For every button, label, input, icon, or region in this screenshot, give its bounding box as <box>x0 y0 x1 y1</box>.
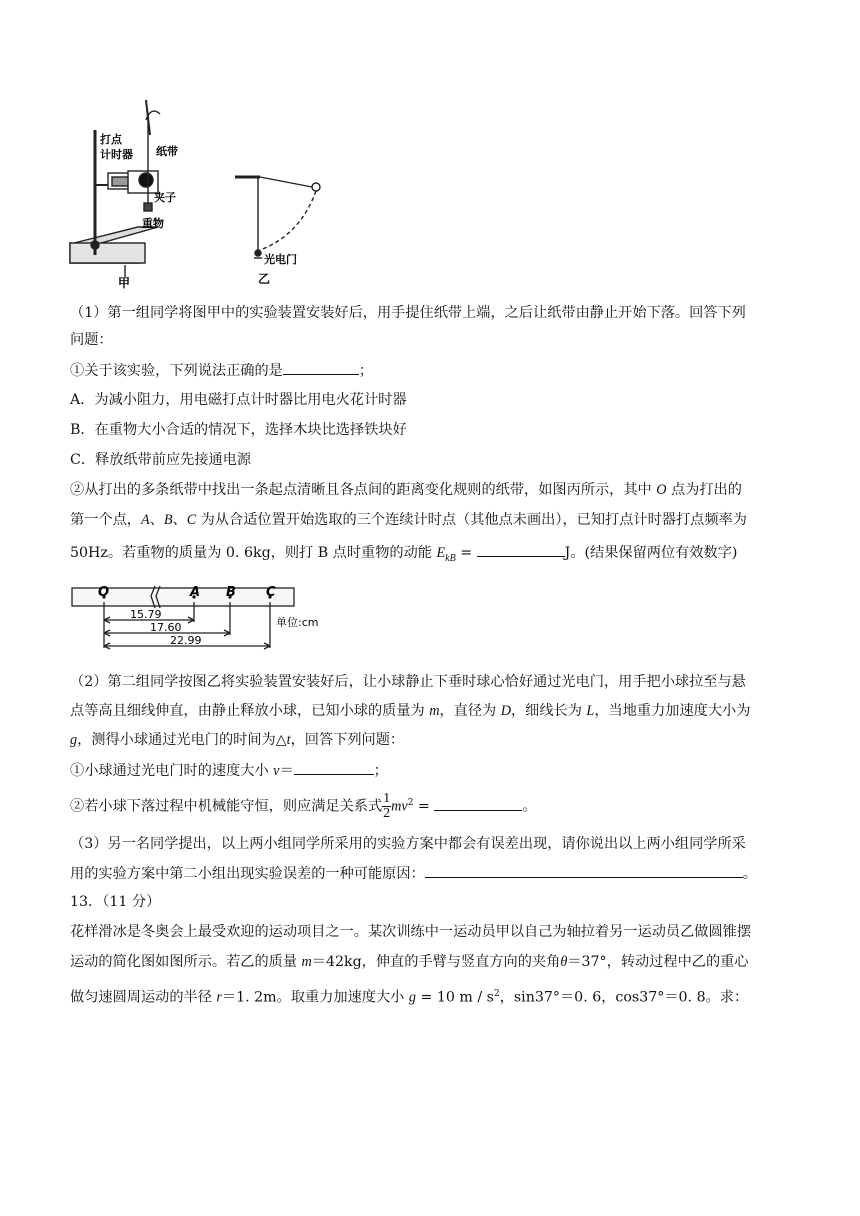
label-fig-a: 甲 <box>118 276 131 290</box>
sep-1: 、 <box>149 512 164 528</box>
p2-question2 <box>70 792 795 821</box>
label-photogate: 光电门 <box>264 253 297 266</box>
apparatus-figure <box>60 95 360 290</box>
label-fig-b: 乙 <box>258 272 271 286</box>
var-mv: mv <box>391 798 408 815</box>
var-a: A <box>140 512 150 528</box>
p1-q2-text-a: ②从打出的多条纸带中找出一条起点清晰且各点间的距离变化规则的纸带，如图丙所示，其中 <box>70 482 657 498</box>
q13-line3 <box>70 984 795 1008</box>
tape-label-b: B <box>226 585 236 600</box>
p2-q2-eq: = <box>413 798 435 815</box>
p2-l2-a: 点等高且细线伸直，由静止释放小球，已知小球的质量为 <box>70 703 430 719</box>
label-timer-line1: 打点 <box>100 133 122 146</box>
var-v: v <box>273 763 280 779</box>
option-b: B．在重物大小合适的情况下，选择木块比选择铁块好 <box>70 422 407 438</box>
option-c: C．释放纸带前应先接通电源 <box>70 452 252 468</box>
p1-q1-end: ； <box>358 363 374 379</box>
q13-var-theta: θ <box>560 954 568 970</box>
p1-q2-text-b: 点为打出的 <box>666 482 742 498</box>
q13-l3-a: 做匀速圆周运动的半径 <box>70 989 217 1006</box>
p1-line2: 问题： <box>70 332 113 348</box>
tape-label-a: A <box>190 585 201 600</box>
p2-q1-blank[interactable] <box>294 760 374 775</box>
p3-line2 <box>70 863 795 884</box>
q13-l3-c: = 10 m / s <box>415 989 494 1006</box>
q13-exp-2: 2 <box>493 989 500 999</box>
tape-distance-1: 15.79 <box>130 608 162 621</box>
label-clip: 夹子 <box>154 191 176 204</box>
p3-blank[interactable] <box>425 863 743 878</box>
p2-l3-a: ，测得小球通过光电门的时间为△ <box>77 732 287 748</box>
fraction-half <box>382 792 391 821</box>
p2-line1: （2）第二组同学按图乙将实验装置安装好后，让小球静止下垂时球心恰好通过光电门，用手把小球拉至与悬 <box>70 674 746 690</box>
p3-end: 。 <box>742 866 757 882</box>
p1-q2-blank[interactable] <box>477 542 565 557</box>
p1-q2-l3-b: J。(结果保留两位有效数字) <box>564 545 738 561</box>
q13-line1: 花样滑冰是冬奥会上最受欢迎的运动项目之一。某次训练中一运动员甲以自己为轴拉着另一运动员乙做圆锥摆 <box>70 924 752 940</box>
var-m: m <box>429 703 440 719</box>
figure-a-drawing <box>70 100 160 277</box>
p2-q2-end: 。 <box>522 798 537 815</box>
var-g: g <box>70 732 78 748</box>
q13-l2-b: ＝42kg，伸直的手臂与竖直方向的夹角 <box>311 954 561 970</box>
p2-l2-d: ，当地重力加速度大小为 <box>594 703 751 719</box>
q13-l2-c: ＝37°，转动过程中乙的重心 <box>567 954 749 970</box>
p2-q2-a: ②若小球下落过程中机械能守恒，则应满足关系式 <box>70 798 383 815</box>
p2-q2-blank[interactable] <box>434 796 522 811</box>
frac-den: 2 <box>383 806 391 821</box>
p2-q1-b: ＝ <box>279 763 294 779</box>
var-b: B <box>163 512 173 528</box>
p2-question1 <box>70 760 795 781</box>
q13-l3-d: ，sin37°＝0. 6，cos37°＝0. 8。求： <box>499 989 749 1006</box>
p1-q2-l2-b: 为从合适位置开始选取的三个连续计时点（其他点未画出），已知打点计时器打点频率为 <box>196 512 747 528</box>
p1-q2-l2-a: 第一个点， <box>70 512 141 528</box>
var-ek: E <box>436 545 446 561</box>
p2-l2-b: ，直径为 <box>439 703 501 719</box>
tape-distance-3: 22.99 <box>170 634 202 647</box>
tape-unit: 单位:cm <box>276 616 319 629</box>
label-timer-line2: 计时器 <box>100 148 133 161</box>
tape-figure <box>70 582 350 654</box>
figure-b-drawing <box>235 177 320 258</box>
p2-q1-a: ①小球通过光电门时的速度大小 <box>70 763 274 779</box>
p2-q1-end: ； <box>373 763 388 779</box>
p1-question1 <box>70 360 795 381</box>
p1-line1: （1）第一组同学将图甲中的实验装置安装好后，用手提住纸带上端，之后让纸带由静止开始下落。回答下列 <box>70 305 746 321</box>
p3-l2: 用的实验方案中第二小组出现实验误差的一种可能原因： <box>70 866 425 882</box>
p1-question2-line1 <box>70 480 795 500</box>
option-a: A．为减小阻力，用电磁打点计时器比用电火花计时器 <box>70 392 407 408</box>
q13-l3-b: ＝1. 2m。取重力加速度大小 <box>221 989 409 1006</box>
q13-line2 <box>70 952 795 972</box>
tape-label-o: O <box>98 585 110 600</box>
p1-q2-l3-a: 50Hz。若重物的质量为 0. 6kg，则打 B 点时重物的动能 <box>70 545 437 561</box>
p1-question2-line2 <box>70 510 795 530</box>
q13-l2-a: 运动的简化图如图所示。若乙的质量 <box>70 954 302 970</box>
p2-l3-b: ，回答下列问题： <box>290 732 405 748</box>
tape-distance-2: 17.60 <box>150 621 182 634</box>
var-o: O <box>656 482 667 498</box>
p3-line1: （3）另一名同学提出，以上两小组同学所采用的实验方案中都会有误差出现，请你说出以上两小组同学所采 <box>70 836 746 852</box>
p2-line2 <box>70 701 795 721</box>
q13-var-g: g <box>408 989 416 1006</box>
tape-label-c: C <box>266 585 276 600</box>
sep-2: 、 <box>172 512 187 528</box>
q13-var-m: m <box>301 954 312 970</box>
p1-question2-line3 <box>70 542 795 569</box>
eq-sign: = <box>455 545 477 561</box>
q13-var-r: r <box>216 989 222 1006</box>
exp-2: 2 <box>407 797 414 808</box>
var-c: C <box>186 512 197 528</box>
p1-q1-text: ①关于该实验，下列说法正确的是 <box>70 363 283 379</box>
label-tape: 纸带 <box>156 145 178 158</box>
p2-line3 <box>70 730 795 750</box>
var-t: t <box>286 732 291 748</box>
var-l: L <box>586 703 595 719</box>
frac-num: 1 <box>383 791 391 806</box>
label-weight: 重物 <box>142 217 164 230</box>
var-ek-sub: kB <box>445 552 456 564</box>
p1-q1-blank[interactable] <box>283 360 359 375</box>
q13-header: 13．（11 分） <box>70 894 161 910</box>
p2-l2-c: ，细线长为 <box>510 703 587 719</box>
var-d: D <box>500 703 511 719</box>
